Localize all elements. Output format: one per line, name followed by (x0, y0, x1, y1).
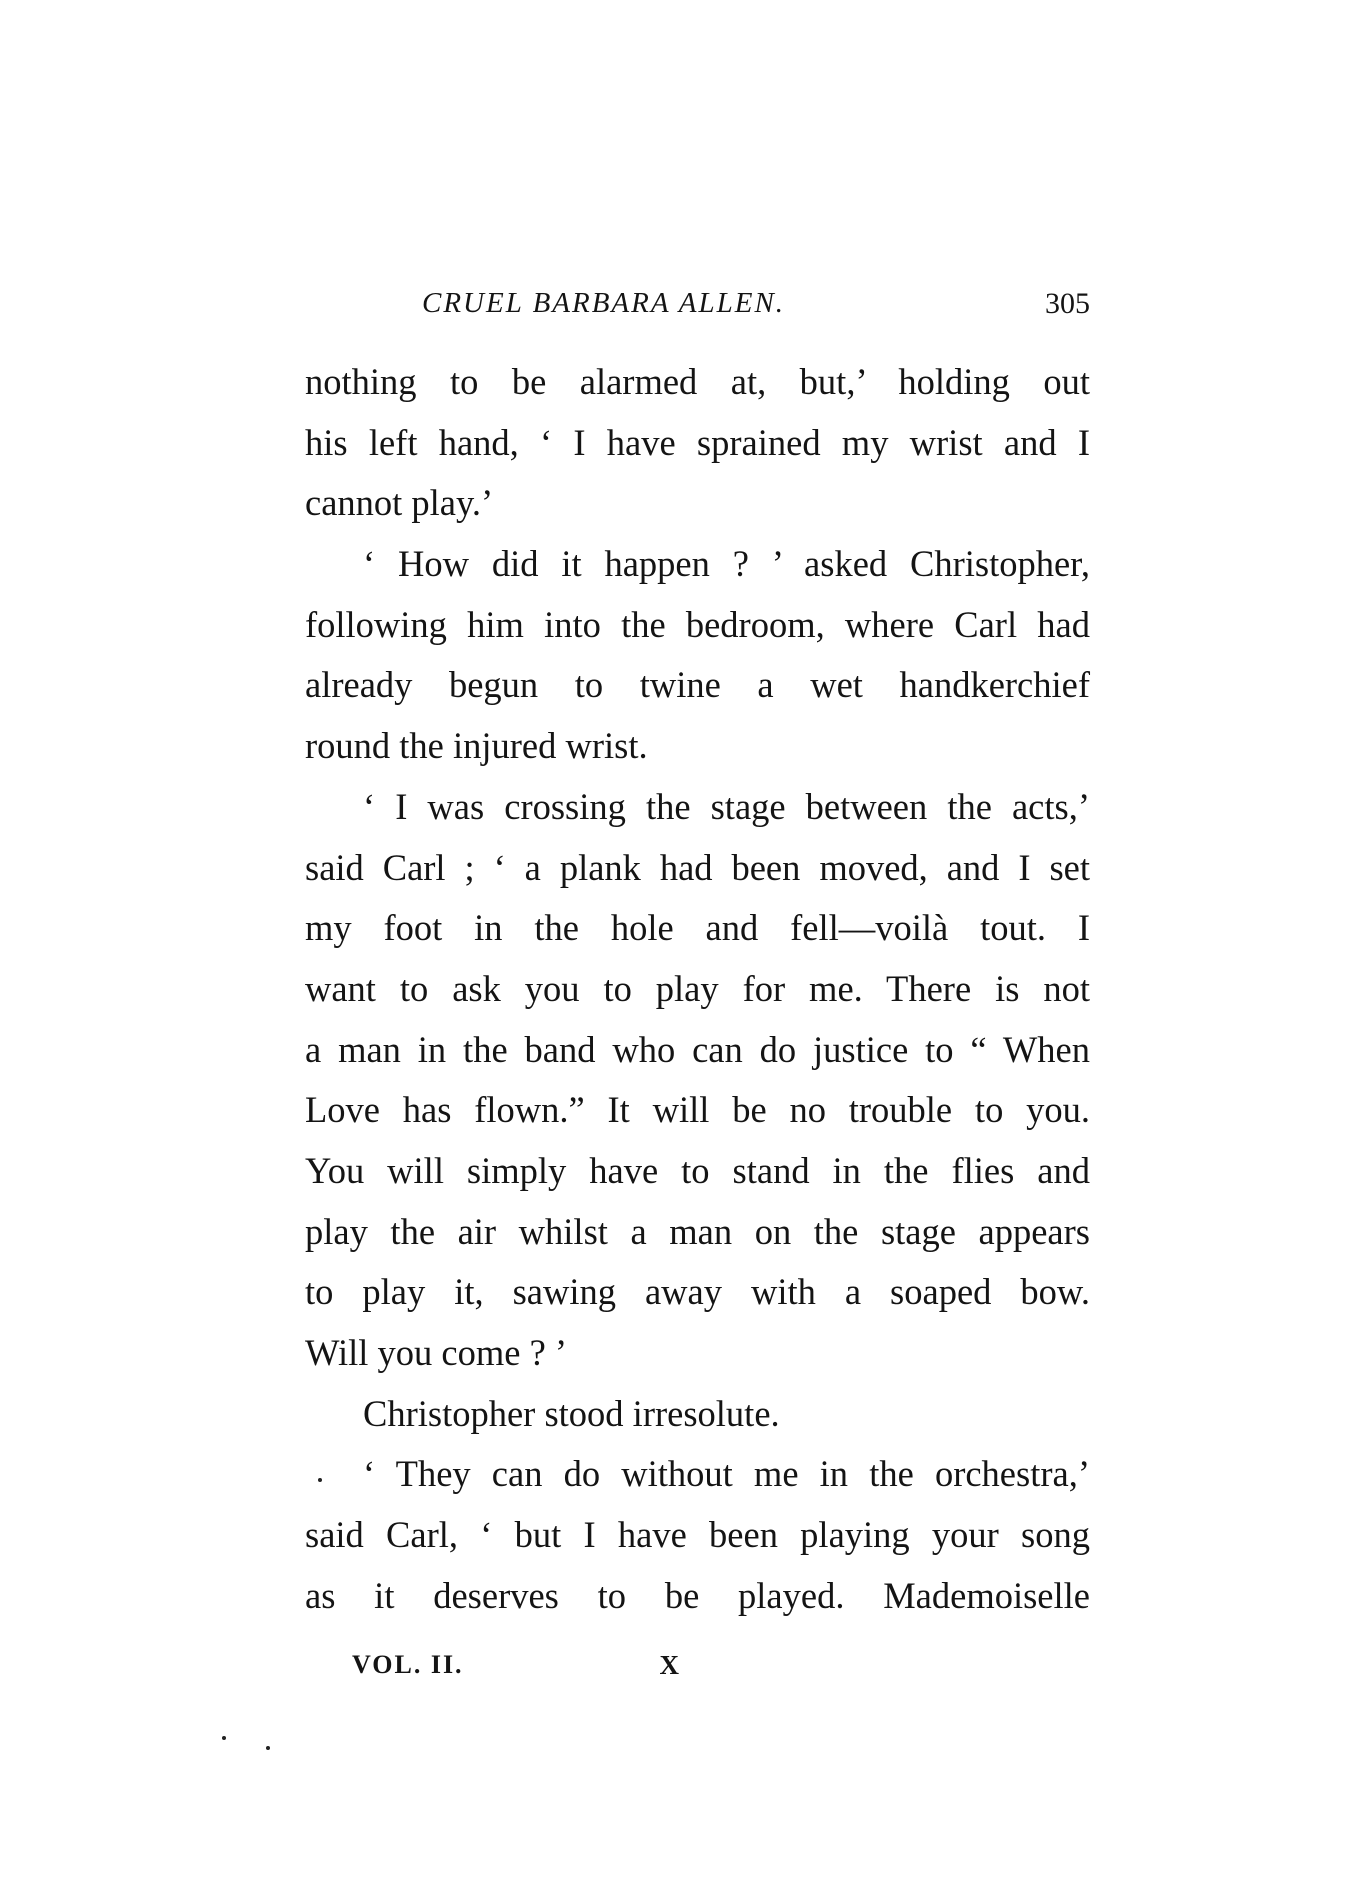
page-number: 305 (1045, 287, 1090, 320)
text-line: round the injured wrist. (305, 725, 648, 767)
page-header (422, 287, 1090, 327)
text-line: want to ask you to play for me. There is not (305, 967, 1090, 1009)
text-line: to play it, sawing away with a soaped bow. (305, 1271, 1090, 1313)
text-line: Will you come ? ’ (305, 1332, 568, 1373)
text-line: a man in the band who can do justice to “ When (305, 1028, 1090, 1070)
text-line: ‘ How did it happen ? ’ asked Christopher, (363, 543, 1090, 585)
text-line: nothing to be alarmed at, but,’ holding out (305, 361, 1090, 402)
text-line: my foot in the hole and fell—voilà tout. I (305, 907, 1090, 949)
text-line: said Carl, ‘ but I have been playing your song (305, 1514, 1090, 1556)
text-line: ‘ I was crossing the stage between the acts,’ (363, 785, 1090, 827)
text-line: as it deserves to be played. Mademoiselle (305, 1574, 1090, 1616)
signature-mark: X (659, 1650, 679, 1680)
volume-mark: VOL. II. (352, 1650, 464, 1679)
text-line: cannot play.’ (305, 482, 494, 524)
text-line: his left hand, ‘ I have sprained my wrist and I (305, 421, 1090, 463)
text-line: ‘ They can do without me in the orchestra,’ (363, 1453, 1090, 1495)
text-line: following him into the bedroom, where Carl had (305, 603, 1090, 645)
running-title: CRUEL BARBARA ALLEN. (422, 287, 786, 319)
body-text (305, 352, 1090, 1626)
scan-speck (318, 1478, 322, 1482)
page-footer (352, 1650, 692, 1690)
text-line: already begun to twine a wet handkerchief (305, 664, 1090, 706)
scan-speck (266, 1746, 270, 1750)
text-line: play the air whilst a man on the stage appears (305, 1210, 1090, 1252)
text-line: You will simply have to stand in the flies and (305, 1149, 1090, 1191)
scan-speck (222, 1736, 226, 1740)
text-line: Love has flown.” It will be no trouble to you. (305, 1089, 1090, 1131)
text-line: said Carl ; ‘ a plank had been moved, and I set (305, 846, 1090, 888)
text-line: Christopher stood irresolute. (363, 1392, 780, 1434)
